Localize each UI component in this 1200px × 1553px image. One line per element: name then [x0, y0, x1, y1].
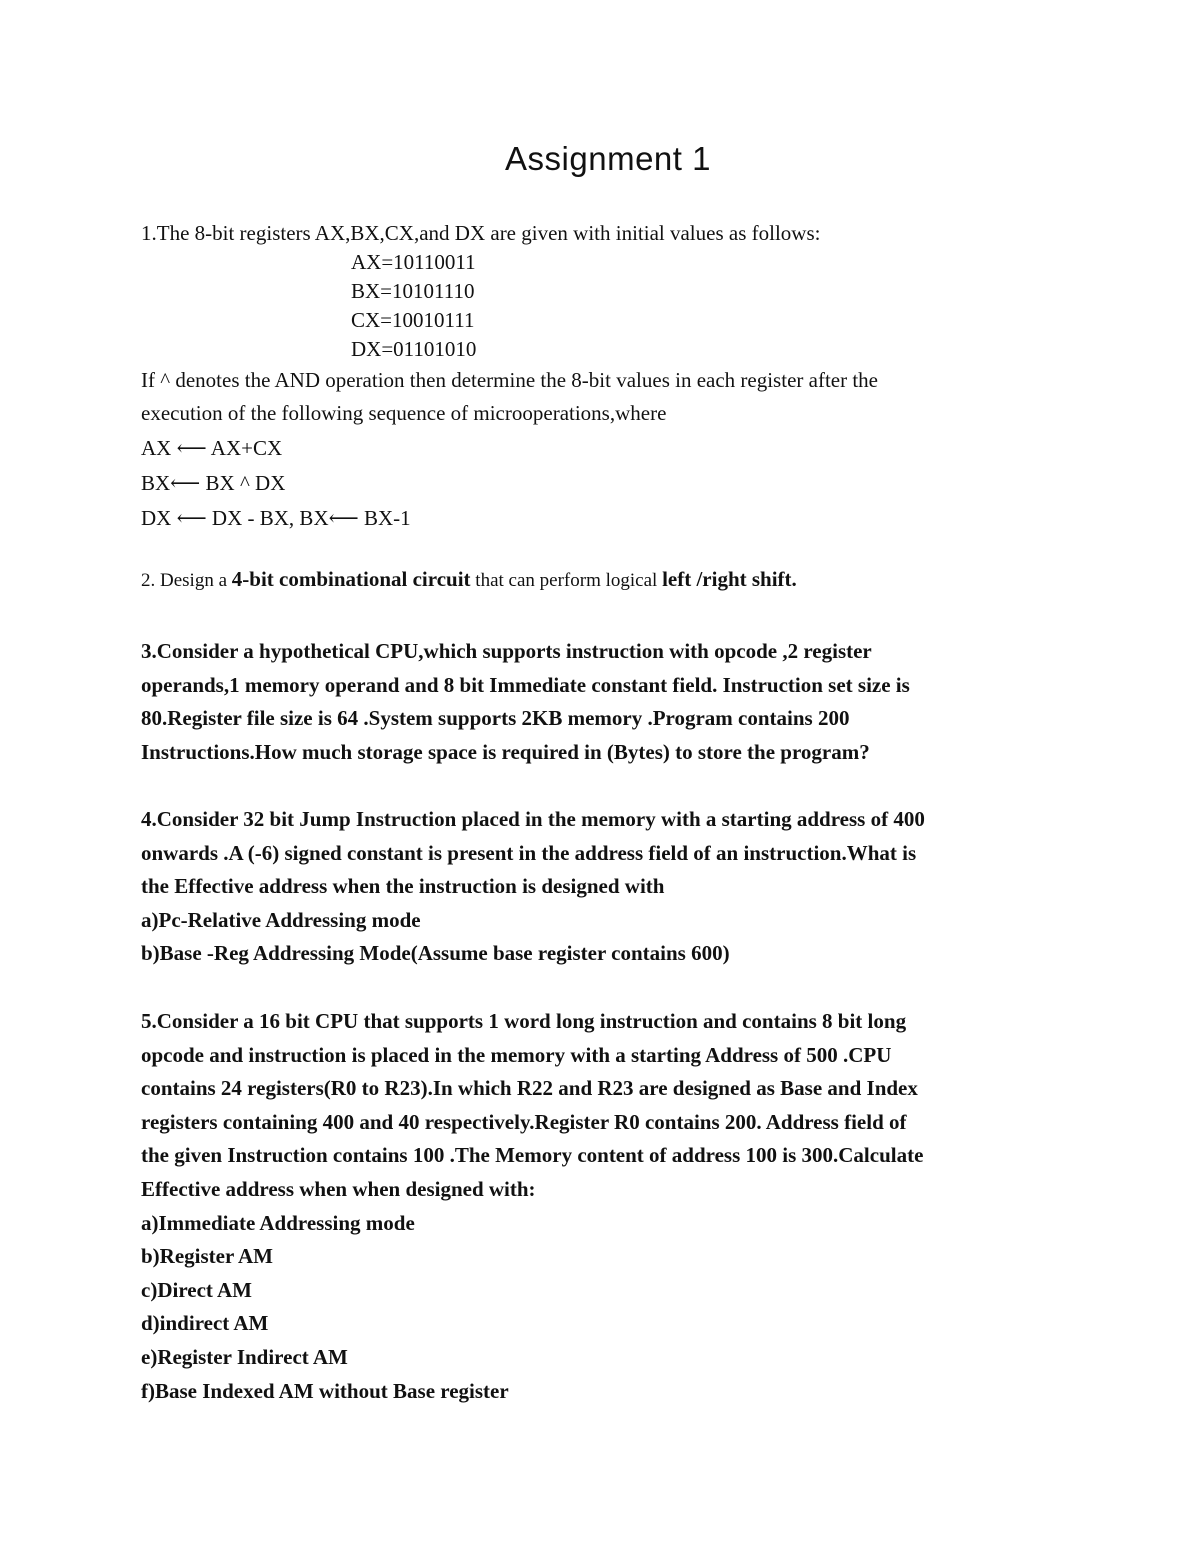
micro-op-3: DX ⟵ DX - BX, BX⟵ BX-1	[141, 506, 411, 530]
q2-middle: that can perform logical	[470, 570, 663, 591]
q5-line: Effective address when when designed with:	[141, 1176, 536, 1201]
q5-line: registers containing 400 and 40 respectively.Register R0 contains 200. Address field of	[141, 1109, 907, 1134]
question-5	[141, 1005, 1151, 1408]
register-cx: CX=10010111	[351, 308, 475, 332]
q3-line: 3.Consider a hypothetical CPU,which supports instruction with opcode ,2 register	[141, 639, 872, 663]
question-2	[141, 567, 797, 592]
q5-line: contains 24 registers(R0 to R23).In which R22 and R23 are designed as Base and Index	[141, 1076, 918, 1101]
micro-op-2: BX⟵ BX ^ DX	[141, 471, 286, 495]
q1-text-line: If ^ denotes the AND operation then determine the 8-bit values in each register after the	[141, 368, 878, 392]
page-title: Assignment 1	[505, 140, 711, 177]
register-dx: DX=01101010	[351, 337, 477, 361]
question-4	[141, 803, 1151, 971]
q4-option-b: b)Base -Reg Addressing Mode(Assume base register contains 600)	[141, 941, 730, 966]
register-ax: AX=10110011	[351, 250, 476, 274]
question-3	[141, 635, 1151, 769]
q5-option-d: d)indirect AM	[141, 1311, 269, 1336]
q3-line: Instructions.How much storage space is required in (Bytes) to store the program?	[141, 739, 870, 764]
q5-option-c: c)Direct AM	[141, 1277, 252, 1302]
q5-line: 5.Consider a 16 bit CPU that supports 1 word long instruction and contains 8 bit long	[141, 1009, 907, 1033]
q5-option-f: f)Base Indexed AM without Base register	[141, 1378, 509, 1403]
q2-bold-circuit: 4-bit combinational circuit	[231, 567, 471, 591]
q4-line: onwards .A (-6) signed constant is present in the address field of an instruction.What is	[141, 840, 917, 865]
q1-text-line: execution of the following sequence of microoperations,where	[141, 401, 667, 425]
q5-option-b: b)Register AM	[141, 1244, 273, 1269]
q2-prefix: 2. Design a	[141, 570, 232, 591]
q5-line: opcode and instruction is placed in the memory with a starting Address of 500 .CPU	[141, 1042, 892, 1067]
q1-intro: 1.The 8-bit registers AX,BX,CX,and DX are given with initial values as follows:	[141, 221, 821, 245]
question-1	[141, 219, 1141, 535]
q5-option-a: a)Immediate Addressing mode	[141, 1210, 415, 1235]
q4-line: the Effective address when the instruction is designed with	[141, 874, 665, 899]
q5-option-e: e)Register Indirect AM	[141, 1344, 348, 1369]
micro-op-1: AX ⟵ AX+CX	[141, 436, 283, 460]
q4-line: 4.Consider 32 bit Jump Instruction placed in the memory with a starting address of 400	[141, 807, 925, 831]
q3-line: operands,1 memory operand and 8 bit Immediate constant field. Instruction set size is	[141, 672, 910, 697]
q2-bold-shift: left /right shift.	[662, 567, 797, 591]
register-bx: BX=10101110	[351, 279, 475, 303]
q3-line: 80.Register file size is 64 .System supports 2KB memory .Program contains 200	[141, 706, 850, 731]
q5-line: the given Instruction contains 100 .The Memory content of address 100 is 300.Calculate	[141, 1143, 924, 1168]
q4-option-a: a)Pc-Relative Addressing mode	[141, 907, 421, 932]
